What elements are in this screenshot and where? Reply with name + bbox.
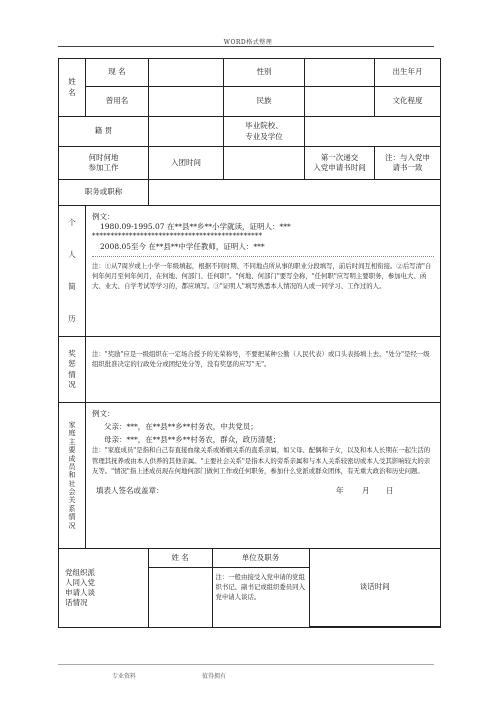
position-label: 职务或职称 <box>59 180 149 206</box>
league-time-label: 入团时间 <box>149 147 224 180</box>
footer-rule <box>58 664 434 665</box>
school-label: 毕业院校、 专业及学位 <box>224 117 305 147</box>
month-label: 月 <box>362 486 370 496</box>
talk-time-header: 谈话时间 <box>309 549 440 627</box>
first-application-label: 第一次递交 入党申请书时间 <box>305 147 375 180</box>
talk-name-header: 姓 名 <box>149 549 212 567</box>
first-application-note: 注：与入党申 请书一致 <box>375 147 441 180</box>
page-header: WORD格式整理 <box>223 39 273 46</box>
native-place-label: 籍 贯 <box>59 117 149 147</box>
talk-unit-field[interactable] <box>212 567 309 627</box>
family-mother: 母亲：***，在**县**乡**村务农，群众，政历清楚； <box>104 435 281 445</box>
footer-right: 值得拥有 <box>202 673 227 680</box>
education-label: 文化程度 <box>375 87 441 117</box>
year-label: 年 <box>336 486 344 496</box>
native-place-field[interactable] <box>149 117 224 147</box>
talk-unit-header: 单位及职务 <box>212 549 309 567</box>
resume-line-1: 1980.09-1995.07 在**县**乡**小学就读，证明人：*** <box>100 222 291 232</box>
footer-left: 专业资料 <box>112 673 137 680</box>
talk-note: 注：一般由接受入党申请的党组织书记、副书记或组织委员同入党申请人谈话。 <box>215 572 305 601</box>
family-note: 注："家庭成员"是指和自己有直接血缘关系或婚姻关系的直系亲属，如父母、配偶和子女，以及和本人长期在一起生活的管理其抚养或由本人供养的其他亲属。"主要社会关系"是指本人的旁系亲属和与本人关系较密切或本人受其影响较大的亲友等。"情况"指上述成员现在何地何部门做何工作或任何职务，参加什么党派或群众团体，有无重大政治和历史问题。 <box>92 446 431 475</box>
resume-example-label: 例文： <box>92 212 115 221</box>
reward-note: 注："奖励"应是一级组织在一定场合授予的光荣称号，不要把某种公勤（人民代表）或口头表扬填上去。"处分"是经一级组织批准决定的行政处分或团纪处分等，没有奖惩的应写"无"。 <box>92 350 430 369</box>
work-start-label: 何时何地 参加工作 <box>59 147 149 180</box>
ethnicity-field[interactable] <box>305 87 375 117</box>
talk-name-field[interactable] <box>149 567 212 627</box>
former-name-label: 曾用名 <box>86 87 149 117</box>
family-father: 父亲：***，在**县**乡**村务农，中共党员； <box>104 422 258 432</box>
current-name-field[interactable] <box>149 59 224 87</box>
application-form <box>58 58 441 628</box>
league-time-field[interactable] <box>224 147 305 180</box>
former-name-field[interactable] <box>149 87 224 117</box>
school-field[interactable] <box>305 117 441 147</box>
signature-row <box>92 486 434 498</box>
birth-label: 出生年月 <box>375 59 441 87</box>
resume-note: 注：①从7周岁或上小学一年级填起，根据不同时期、不同地点所从事的职业分段填写，前后时间互相衔接。②后写清"自何年何月至何年何月，在何地、何部门、任何职"。"何地、何部门"要写全称，"任何职"应写明主要职务，参加电大、函大、业大、自学考试等学习的，都应填写。③"证明人"填写熟悉本人情况的人或一同学习、工作过的人。 <box>92 261 432 291</box>
resume-field[interactable] <box>86 206 441 337</box>
family-field[interactable] <box>86 403 441 549</box>
reward-label: 奖 惩 情 况 <box>59 337 86 403</box>
family-label: 家 庭 主 要 成 员 和 社 会 关 系 情 况 <box>59 403 86 549</box>
resume-divider <box>92 256 434 257</box>
gender-field[interactable] <box>305 59 375 87</box>
family-example-label: 例文： <box>92 409 115 418</box>
name-group-label: 姓 名 <box>59 59 86 117</box>
signature-label: 填表人签名或盖章： <box>96 486 164 496</box>
current-name-label: 现 名 <box>86 59 149 87</box>
resume-separator: ********************************************** <box>92 232 263 241</box>
talk-table <box>149 549 440 627</box>
talk-label: 党组织派 人同入党 申请人谈 话情况 <box>59 549 149 628</box>
talk-table-cell <box>149 549 441 628</box>
resume-line-2: 2008.05至今 在**县**中学任教师，证明人：*** <box>100 241 265 251</box>
resume-label: 个 人 简 历 <box>59 206 86 337</box>
reward-field[interactable] <box>86 337 441 403</box>
position-field[interactable] <box>149 180 441 206</box>
header-rule <box>58 46 434 47</box>
ethnicity-label: 民族 <box>224 87 305 117</box>
day-label: 日 <box>386 486 394 496</box>
gender-label: 性别 <box>224 59 305 87</box>
